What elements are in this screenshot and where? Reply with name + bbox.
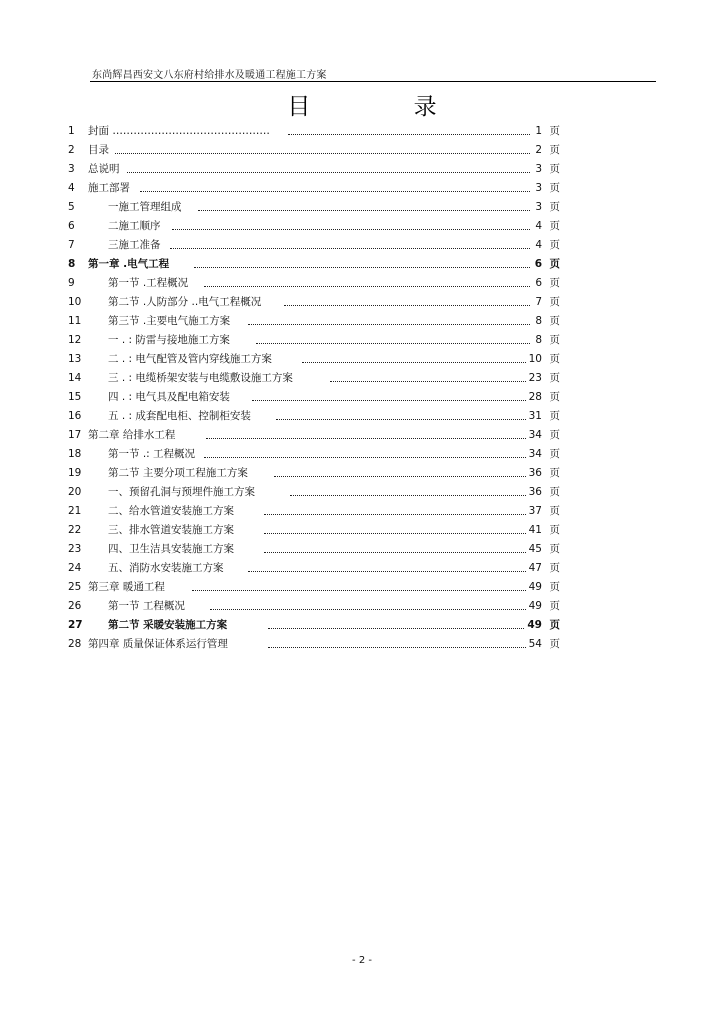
toc-entry-label: 二施工顺序 [108, 217, 167, 236]
toc-entry-label: 总说明 [88, 160, 126, 179]
toc-page-number: 54 [527, 635, 542, 654]
toc-row-number: 13 [68, 353, 82, 365]
toc-dot-leader [330, 381, 530, 382]
toc-entry-label: 第二节 .人防部分 ..电气工程概况 [108, 293, 267, 312]
toc-entry-label: 第一节 工程概况 [108, 597, 191, 616]
toc-page-unit: 页 [549, 239, 560, 251]
toc-entry-label: 五、消防水安装施工方案 [108, 559, 230, 578]
toc-page-number: 41 [527, 521, 542, 540]
toc-dot-leader [302, 362, 530, 363]
toc-row-number: 2 [68, 144, 75, 156]
toc-entry-label: 五 . : 成套配电柜、控制柜安装 [108, 407, 257, 426]
toc-dot-leader [268, 628, 530, 629]
toc-entry-label: 第一章 .电气工程 [88, 255, 175, 274]
toc-dot-leader [290, 495, 530, 496]
toc-row-number: 9 [68, 277, 75, 289]
toc-dot-leader [248, 324, 530, 325]
toc-page-unit: 页 [549, 372, 560, 384]
toc-entry-label: 第四章 质量保证体系运行管理 [88, 635, 234, 654]
toc-page-number: 49 [525, 616, 542, 635]
toc-row [68, 331, 560, 350]
toc-page-unit: 页 [549, 467, 560, 479]
toc-row-number: 14 [68, 372, 82, 384]
toc-page-number: 49 [527, 578, 542, 597]
toc-page-unit: 页 [549, 220, 560, 232]
toc-page-unit: 页 [549, 144, 560, 156]
toc-page-number: 34 [527, 426, 542, 445]
toc-page-unit: 页 [549, 296, 560, 308]
toc-row-number: 6 [68, 220, 75, 232]
toc-dot-leader [210, 609, 530, 610]
toc-row [68, 122, 560, 141]
toc-page-number: 8 [533, 312, 542, 331]
toc-dot-leader [194, 267, 530, 268]
toc-page-number: 3 [533, 179, 542, 198]
toc-row [68, 407, 560, 426]
toc-row [68, 274, 560, 293]
toc-page-number: 36 [527, 483, 542, 502]
toc-row [68, 559, 560, 578]
toc-row-number: 10 [68, 296, 82, 308]
toc-row-number: 11 [68, 315, 82, 327]
toc-row [68, 236, 560, 255]
toc-row-number: 21 [68, 505, 82, 517]
toc-dot-leader [204, 457, 530, 458]
table-of-contents [68, 122, 560, 654]
toc-row [68, 502, 560, 521]
toc-page-number: 36 [527, 464, 542, 483]
toc-page-number: 1 [533, 122, 542, 141]
toc-dot-leader [268, 647, 530, 648]
toc-row-number: 26 [68, 600, 82, 612]
toc-page-number: 31 [527, 407, 542, 426]
toc-row-number: 20 [68, 486, 82, 498]
toc-entry-label: 二、给水管道安装施工方案 [108, 502, 240, 521]
toc-page-unit: 页 [549, 410, 560, 422]
toc-page-number: 47 [527, 559, 542, 578]
toc-entry-label: 第二节 采暖安装施工方案 [108, 616, 233, 635]
toc-dot-leader [204, 286, 530, 287]
page-header: 东尚辉昌西安文八东府村给排水及暖通工程施工方案 [92, 70, 327, 81]
toc-row-number: 24 [68, 562, 82, 574]
toc-entry-label: 第二节 主要分项工程施工方案 [108, 464, 254, 483]
toc-page-unit: 页 [549, 258, 560, 270]
toc-page-number: 3 [533, 160, 542, 179]
toc-entry-label: 第二章 给排水工程 [88, 426, 181, 445]
toc-row [68, 578, 560, 597]
toc-row-number: 28 [68, 638, 82, 650]
toc-page-unit: 页 [549, 562, 560, 574]
toc-page-unit: 页 [549, 448, 560, 460]
toc-page-unit: 页 [549, 543, 560, 555]
toc-row [68, 141, 560, 160]
toc-dot-leader [274, 476, 530, 477]
toc-page-number: 8 [533, 331, 542, 350]
toc-row [68, 293, 560, 312]
toc-page-unit: 页 [549, 391, 560, 403]
toc-dot-leader [172, 229, 530, 230]
toc-page-unit: 页 [549, 125, 560, 137]
toc-entry-label: 封面 ……………………………………… [88, 122, 276, 141]
toc-entry-label: 第一节 .工程概况 [108, 274, 194, 293]
toc-row-number: 18 [68, 448, 82, 460]
toc-row [68, 388, 560, 407]
toc-page-unit: 页 [549, 353, 560, 365]
toc-page-unit: 页 [549, 486, 560, 498]
toc-page-number: 6 [533, 255, 542, 274]
toc-dot-leader [206, 438, 530, 439]
toc-dot-leader [276, 419, 530, 420]
toc-dot-leader [112, 172, 530, 173]
toc-row [68, 217, 560, 236]
toc-row [68, 255, 560, 274]
toc-dot-leader [264, 533, 530, 534]
toc-row-number: 12 [68, 334, 82, 346]
toc-row [68, 312, 560, 331]
toc-entry-label: 一 . : 防雷与接地施工方案 [108, 331, 236, 350]
toc-entry-label: 三施工准备 [108, 236, 167, 255]
toc-page-unit: 页 [549, 182, 560, 194]
toc-entry-label: 一、预留孔洞与预埋件施工方案 [108, 483, 261, 502]
toc-row [68, 350, 560, 369]
toc-dot-leader [264, 552, 530, 553]
page-number: - 2 - [352, 955, 372, 966]
toc-row [68, 635, 560, 654]
toc-row-number: 16 [68, 410, 82, 422]
toc-page-unit: 页 [549, 201, 560, 213]
toc-row-number: 27 [68, 619, 83, 631]
toc-page-unit: 页 [549, 638, 560, 650]
toc-page-number: 10 [527, 350, 542, 369]
toc-row-number: 15 [68, 391, 82, 403]
toc-page-number: 45 [527, 540, 542, 559]
toc-row-number: 25 [68, 581, 82, 593]
toc-entry-label: 四、卫生洁具安装施工方案 [108, 540, 240, 559]
toc-entry-label: 目录 [88, 141, 115, 160]
toc-entry-label: 施工部署 [88, 179, 136, 198]
toc-row [68, 445, 560, 464]
toc-row [68, 616, 560, 635]
toc-page-number: 28 [527, 388, 542, 407]
toc-page-unit: 页 [549, 163, 560, 175]
toc-page-unit: 页 [549, 505, 560, 517]
toc-dot-leader [288, 134, 530, 135]
toc-page-number: 49 [527, 597, 542, 616]
toc-row [68, 521, 560, 540]
toc-dot-leader [252, 400, 530, 401]
toc-page-unit: 页 [549, 524, 560, 536]
toc-row-number: 23 [68, 543, 82, 555]
toc-entry-label: 第三节 .主要电气施工方案 [108, 312, 236, 331]
toc-row-number: 5 [68, 201, 75, 213]
toc-page-unit: 页 [549, 581, 560, 593]
toc-row-number: 7 [68, 239, 75, 251]
toc-row-number: 17 [68, 429, 82, 441]
toc-entry-label: 一施工管理组成 [108, 198, 188, 217]
toc-dot-leader [256, 343, 530, 344]
toc-dot-leader [140, 191, 530, 192]
header-rule [90, 81, 656, 82]
toc-row-number: 3 [68, 163, 75, 175]
toc-page-number: 23 [527, 369, 542, 388]
toc-entry-label: 三 . : 电缆桥架安装与电缆敷设施工方案 [108, 369, 299, 388]
toc-row-number: 19 [68, 467, 82, 479]
toc-row [68, 426, 560, 445]
toc-page-unit: 页 [549, 315, 560, 327]
toc-row-number: 22 [68, 524, 82, 536]
toc-dot-leader [284, 305, 530, 306]
toc-dot-leader [264, 514, 530, 515]
toc-row [68, 483, 560, 502]
toc-dot-leader [170, 248, 530, 249]
toc-page-unit: 页 [549, 277, 560, 289]
toc-dot-leader [112, 153, 530, 154]
toc-row [68, 369, 560, 388]
toc-entry-label: 第三章 暖通工程 [88, 578, 171, 597]
toc-row [68, 597, 560, 616]
toc-page-number: 4 [533, 217, 542, 236]
toc-page-number: 6 [533, 274, 542, 293]
toc-entry-label: 二 . : 电气配管及管内穿线施工方案 [108, 350, 278, 369]
toc-page-unit: 页 [549, 334, 560, 346]
toc-row [68, 540, 560, 559]
toc-dot-leader [192, 590, 530, 591]
toc-page-number: 34 [527, 445, 542, 464]
toc-entry-label: 第一节 .: 工程概况 [108, 445, 201, 464]
toc-dot-leader [248, 571, 530, 572]
toc-dot-leader [198, 210, 530, 211]
toc-row-number: 4 [68, 182, 75, 194]
toc-row [68, 464, 560, 483]
toc-page-unit: 页 [549, 600, 560, 612]
toc-row [68, 198, 560, 217]
toc-row-number: 1 [68, 125, 75, 137]
toc-page-unit: 页 [549, 429, 560, 441]
toc-page-unit: 页 [549, 619, 560, 631]
toc-row [68, 160, 560, 179]
page-title: 目 录 [287, 94, 485, 120]
toc-page-number: 37 [527, 502, 542, 521]
toc-row [68, 179, 560, 198]
toc-row-number: 8 [68, 258, 76, 270]
toc-page-number: 4 [533, 236, 542, 255]
toc-page-number: 3 [533, 198, 542, 217]
toc-entry-label: 三、排水管道安装施工方案 [108, 521, 240, 540]
toc-entry-label: 四 . : 电气具及配电箱安装 [108, 388, 236, 407]
toc-page-number: 7 [533, 293, 542, 312]
toc-page-number: 2 [533, 141, 542, 160]
